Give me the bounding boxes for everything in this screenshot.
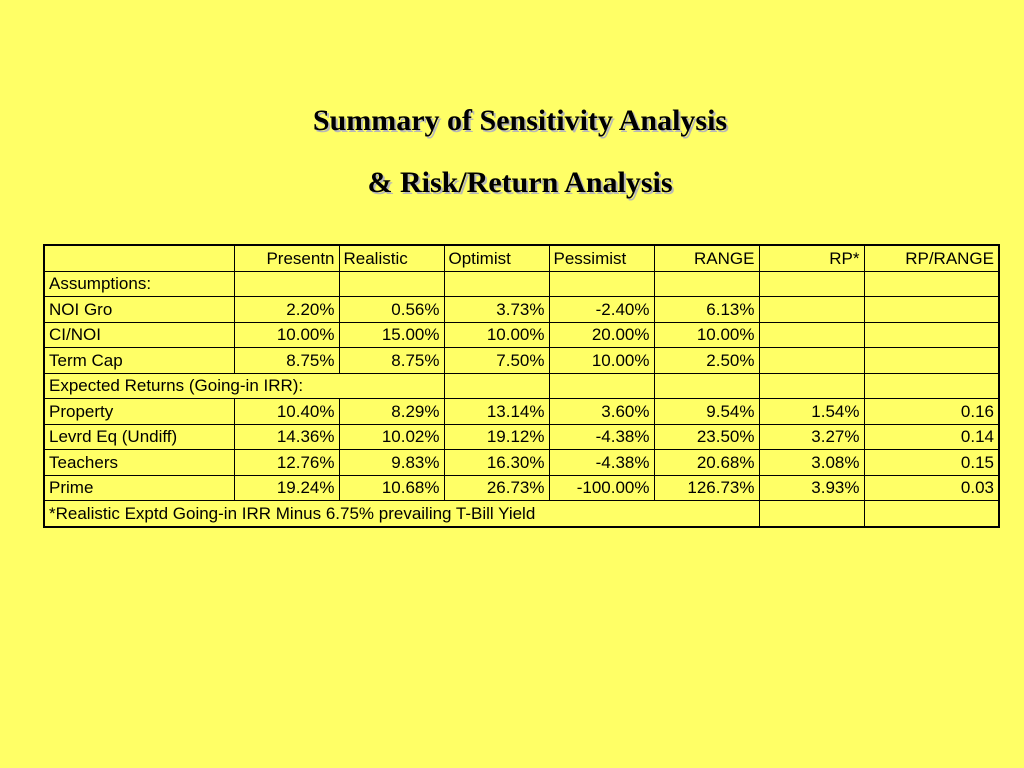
slide-title-line-1: Summary of Sensitivity Analysis — [312, 104, 728, 137]
table-cell: 23.50% — [654, 424, 759, 450]
table-row — [44, 297, 999, 323]
table-cell: 126.73% — [654, 475, 759, 501]
table-cell: 9.83% — [339, 450, 444, 476]
table-cell: 0.03 — [864, 475, 999, 501]
table-cell: 9.54% — [654, 399, 759, 425]
table-cell — [339, 271, 444, 297]
table-cell: 6.13% — [654, 297, 759, 323]
table-cell: 10.00% — [444, 322, 549, 348]
header-presentn: Presentn — [234, 245, 339, 271]
table-cell: 26.73% — [444, 475, 549, 501]
table-cell — [864, 501, 999, 527]
table-cell — [759, 373, 864, 399]
table-cell: 10.40% — [234, 399, 339, 425]
table-cell — [864, 271, 999, 297]
table-cell: -4.38% — [549, 424, 654, 450]
table-cell: 10.00% — [654, 322, 759, 348]
section-label-returns: Expected Returns (Going-in IRR): — [44, 373, 444, 399]
sensitivity-summary-table — [43, 244, 1000, 528]
table-cell: 8.29% — [339, 399, 444, 425]
table-cell — [549, 373, 654, 399]
table-row — [44, 399, 999, 425]
table-cell: 3.27% — [759, 424, 864, 450]
table-cell: 16.30% — [444, 450, 549, 476]
table-cell: 0.56% — [339, 297, 444, 323]
header-row — [44, 245, 999, 271]
table-row — [44, 475, 999, 501]
header-pessimist: Pessimist — [549, 245, 654, 271]
row-label: CI/NOI — [44, 322, 234, 348]
table-cell: 3.73% — [444, 297, 549, 323]
table-cell: 19.12% — [444, 424, 549, 450]
table-cell — [444, 373, 549, 399]
table-cell — [864, 373, 999, 399]
table-cell: 0.15 — [864, 450, 999, 476]
footnote: *Realistic Exptd Going-in IRR Minus 6.75% prevailing T-Bill Yield — [44, 501, 759, 527]
table-cell: 10.02% — [339, 424, 444, 450]
table-row — [44, 348, 999, 374]
table-cell: 10.00% — [549, 348, 654, 374]
row-label: Levrd Eq (Undiff) — [44, 424, 234, 450]
table-cell: 0.14 — [864, 424, 999, 450]
table-cell: 0.16 — [864, 399, 999, 425]
section-row-assumptions — [44, 271, 999, 297]
row-label: Property — [44, 399, 234, 425]
table-row — [44, 424, 999, 450]
table-cell — [864, 348, 999, 374]
header-cell — [44, 245, 234, 271]
table-cell: 8.75% — [339, 348, 444, 374]
table-cell: 12.76% — [234, 450, 339, 476]
row-label: Term Cap — [44, 348, 234, 374]
section-label-assumptions: Assumptions: — [44, 271, 234, 297]
table-cell — [759, 501, 864, 527]
table-cell: 20.00% — [549, 322, 654, 348]
table-cell: 3.93% — [759, 475, 864, 501]
table-cell: 19.24% — [234, 475, 339, 501]
table-cell — [759, 297, 864, 323]
header-optimist: Optimist — [444, 245, 549, 271]
table-cell — [759, 271, 864, 297]
row-label: NOI Gro — [44, 297, 234, 323]
table-cell — [549, 271, 654, 297]
table-cell: 20.68% — [654, 450, 759, 476]
table-row — [44, 322, 999, 348]
table-cell: -2.40% — [549, 297, 654, 323]
header-rp: RP* — [759, 245, 864, 271]
row-label: Teachers — [44, 450, 234, 476]
table-cell — [234, 271, 339, 297]
table-cell: 15.00% — [339, 322, 444, 348]
table-cell: 2.20% — [234, 297, 339, 323]
table-cell: 14.36% — [234, 424, 339, 450]
table-cell — [864, 322, 999, 348]
table-cell — [444, 271, 549, 297]
table-cell: 10.00% — [234, 322, 339, 348]
table-cell: -4.38% — [549, 450, 654, 476]
table-cell: 13.14% — [444, 399, 549, 425]
slide-title-line-2: & Risk/Return Analysis — [367, 166, 673, 199]
table-cell: 2.50% — [654, 348, 759, 374]
table-cell — [759, 322, 864, 348]
table-cell: 7.50% — [444, 348, 549, 374]
table-cell: 1.54% — [759, 399, 864, 425]
header-range: RANGE — [654, 245, 759, 271]
table-cell — [864, 297, 999, 323]
table-cell: 3.60% — [549, 399, 654, 425]
table-cell — [654, 271, 759, 297]
header-realistic: Realistic — [339, 245, 444, 271]
table-row — [44, 450, 999, 476]
header-rp-range: RP/RANGE — [864, 245, 999, 271]
table-cell: 8.75% — [234, 348, 339, 374]
section-row-returns — [44, 373, 999, 399]
table-cell: 10.68% — [339, 475, 444, 501]
table-cell: -100.00% — [549, 475, 654, 501]
table-cell — [759, 348, 864, 374]
table-cell: 3.08% — [759, 450, 864, 476]
table-cell — [654, 373, 759, 399]
row-label: Prime — [44, 475, 234, 501]
footnote-row — [44, 501, 999, 527]
